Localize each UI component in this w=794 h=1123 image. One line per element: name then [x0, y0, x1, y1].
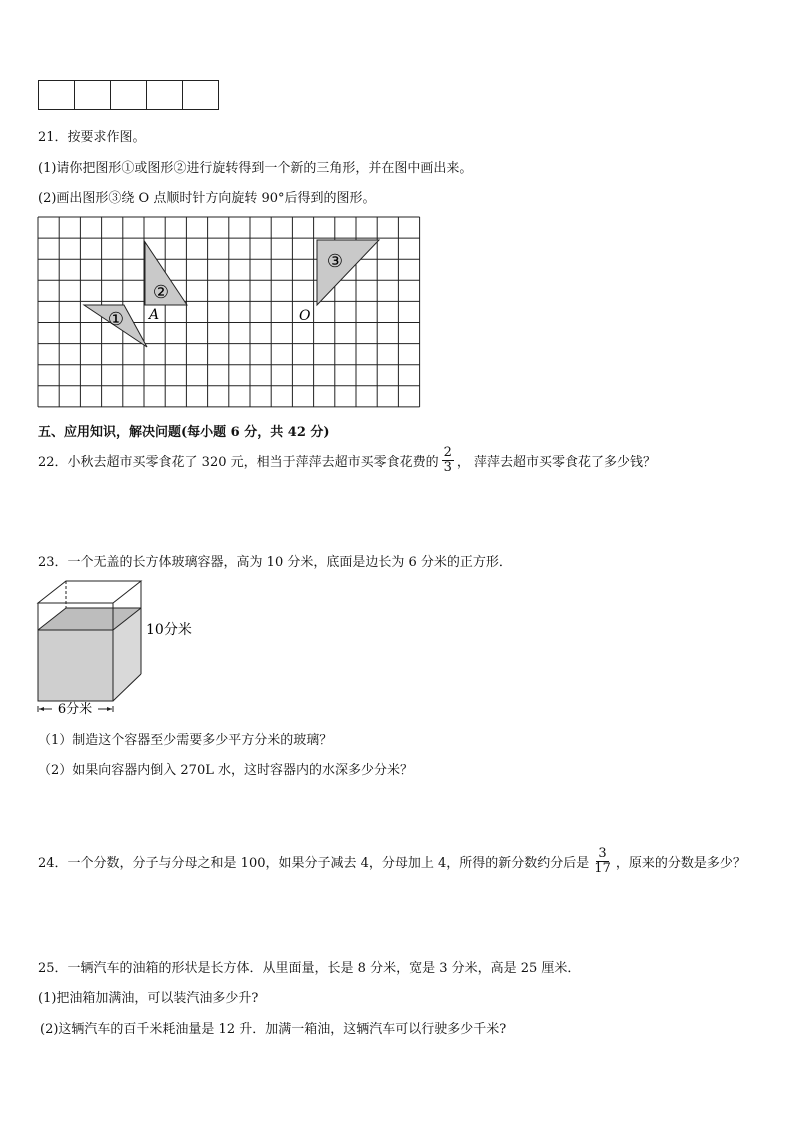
q22-text-before: 22．小秋去超市买零食花了 320 元，相当于萍萍去超市买零食花费的 — [38, 454, 439, 470]
shape-3-label: ③ — [326, 251, 344, 272]
answer-box[interactable] — [39, 80, 75, 110]
container-cube-figure — [32, 578, 212, 718]
width-label: 6分米 — [57, 702, 93, 717]
shape-2-label: ② — [152, 282, 170, 303]
q21-title: 21．按要求作图。 — [38, 130, 146, 145]
section-heading: 五、应用知识，解决问题(每小题 6 分，共 42 分) — [38, 425, 330, 440]
q21-part1: (1)请你把图形①或图形②进行旋转得到一个新的三角形，并在图中画出来。 — [38, 161, 473, 176]
q22-line — [38, 446, 656, 474]
q24-line — [38, 847, 746, 875]
answer-box[interactable] — [183, 80, 219, 110]
q23-part2: （2）如果向容器内倒入 270L 水，这时容器内的水深多少分米？ — [38, 763, 413, 778]
q24-fraction-numerator: 3 — [598, 846, 607, 861]
triangle-shape-3 — [317, 240, 379, 305]
q22-fraction-denominator: 3 — [443, 459, 452, 475]
rotation-grid-figure — [37, 216, 425, 412]
q22-fraction-numerator: 2 — [443, 445, 452, 460]
q24-text-after: ，原来的分数是多少？ — [615, 855, 746, 871]
q23-part1: （1）制造这个容器至少需要多少平方分米的玻璃？ — [38, 733, 333, 748]
q22-fraction — [442, 446, 454, 474]
q22-text-after: ， 萍萍去超市买零食花了多少钱？ — [456, 454, 657, 470]
point-a-label: A — [149, 307, 160, 323]
q25-title: 25．一辆汽车的油箱的形状是长方体．从里面量，长是 8 分米，宽是 3 分米，高是 25 厘米． — [38, 961, 581, 976]
q24-text-before: 24．一个分数，分子与分母之和是 100，如果分子减去 4，分母加上 4，所得的新分数约分后是 — [38, 855, 590, 871]
point-o-label: O — [299, 308, 311, 324]
q25-part2: (2)这辆汽车的百千米耗油量是 12 升．加满一箱油，这辆汽车可以行驶多少千米? — [40, 1022, 507, 1037]
shape-1-label: ① — [107, 309, 125, 330]
q23-title: 23．一个无盖的长方体玻璃容器，高为 10 分米，底面是边长为 6 分米的正方形． — [38, 555, 512, 570]
q24-fraction — [592, 847, 613, 875]
height-label: 10分米 — [146, 622, 192, 638]
q24-fraction-denominator: 17 — [594, 860, 611, 876]
answer-box[interactable] — [75, 80, 111, 110]
answer-boxes — [38, 80, 219, 110]
q25-part1: (1)把油箱加满油，可以装汽油多少升? — [38, 991, 259, 1006]
q21-part2: (2)画出图形③绕 O 点顺时针方向旋转 90°后得到的图形。 — [38, 191, 376, 206]
answer-box[interactable] — [111, 80, 147, 110]
answer-box[interactable] — [147, 80, 183, 110]
